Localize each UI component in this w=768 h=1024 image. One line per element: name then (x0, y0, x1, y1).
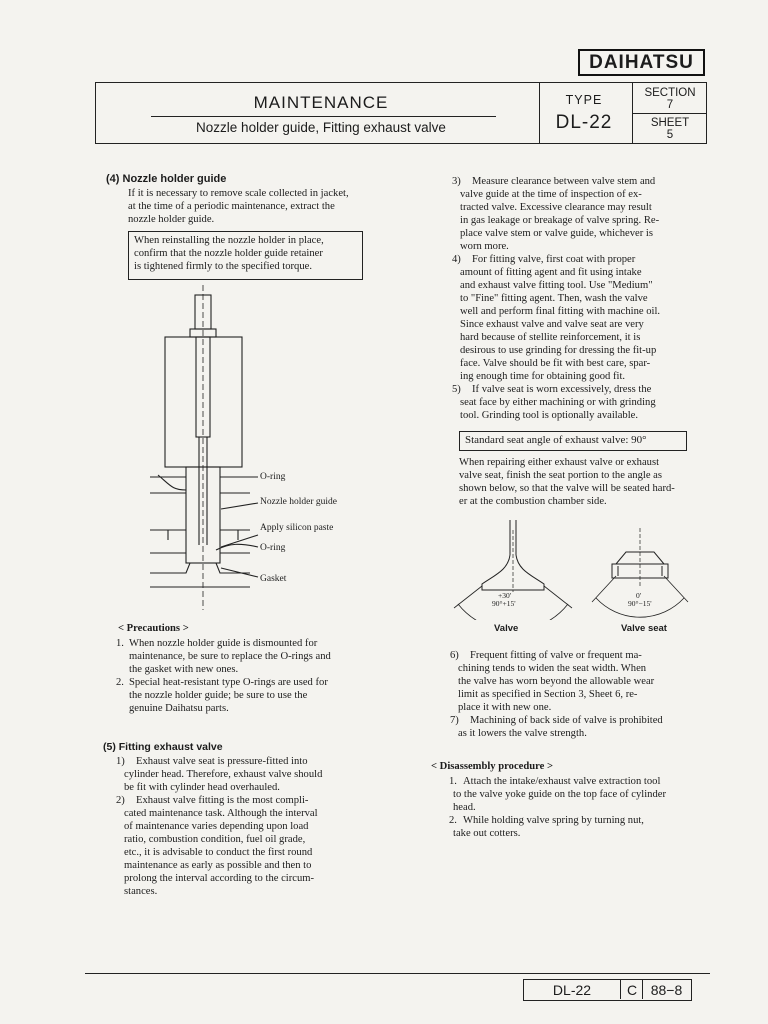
item-number: 3) (452, 176, 461, 187)
seat-tolerance-top: 0' (636, 591, 642, 600)
text-line: etc., it is advisable to conduct the first round (124, 847, 313, 858)
item-number: 4) (452, 254, 461, 265)
item-number: 1) (116, 756, 125, 767)
list-item (116, 755, 366, 794)
text-line: maintenance, be sure to replace the O-rings and (129, 651, 331, 662)
footer-code: C (626, 982, 638, 998)
text-line: worn more. (460, 241, 509, 252)
text-line: chining tends to widen the seat width. When (458, 663, 647, 674)
section-cell (633, 87, 707, 111)
text-line: place it with new one. (458, 702, 552, 713)
text-line: place valve stem or valve guide, whichever is (460, 228, 653, 239)
item-number: 5) (452, 384, 461, 395)
text-line: nozzle holder guide. (128, 214, 215, 225)
text-line: of maintenance varies depending upon load (124, 821, 309, 832)
text-line: If it is necessary to remove scale collected in jacket, (128, 188, 349, 199)
text-line: and exhaust valve fitting tool. Use "Medium" (460, 280, 653, 291)
text-line: face. Valve should be fit with best care, spar- (460, 358, 651, 369)
valve-seat-caption: Valve seat (621, 623, 667, 634)
text-line: Frequent fitting of valve or frequent ma- (470, 650, 642, 661)
note-box (128, 231, 363, 280)
valve-tolerance-top: +30' (498, 591, 512, 600)
text-line: maintenance as early as possible and then to (124, 860, 312, 871)
text-line: When repairing either exhaust valve or exhaust (459, 457, 660, 468)
list-item (116, 676, 366, 715)
figure-label-gasket: Gasket (260, 574, 287, 584)
text-line: When nozzle holder guide is dismounted for (129, 638, 318, 649)
text-line: ing enough time for obtaining good fit. (460, 371, 626, 382)
footer-page: 88−8 (650, 982, 683, 998)
text-line: take out cotters. (453, 828, 521, 839)
text-line: Machining of back side of valve is prohibited (470, 715, 663, 726)
text-line: Exhaust valve fitting is the most compli- (136, 795, 309, 806)
text-line: Exhaust valve seat is pressure-fitted into (136, 756, 308, 767)
figure-label-oring: O-ring (260, 472, 286, 482)
text-line: If valve seat is worn excessively, dress the (472, 384, 652, 395)
text-line: limit as specified in Section 3, Sheet 6, re- (458, 689, 638, 700)
section-5-list (116, 755, 366, 898)
item-number: 2. (116, 677, 124, 688)
item-number: 6) (450, 650, 459, 661)
text-line: amount of fitting agent and fit using intake (460, 267, 642, 278)
page-subtitle: Nozzle holder guide, Fitting exhaust valve (196, 120, 446, 135)
item-number: 2. (449, 815, 457, 826)
text-line: prolong the interval according to the circum- (124, 873, 315, 884)
list-item (452, 253, 702, 383)
sheet-label: SHEET (650, 117, 690, 129)
valve-caption: Valve (494, 623, 519, 634)
list-item (449, 775, 704, 814)
disassembly-title: < Disassembly procedure > (431, 761, 554, 772)
text-line: Special heat-resistant type O-rings are used for (129, 677, 328, 688)
text-line: ratio, combustion condition, fuel oil grade, (124, 834, 306, 845)
seat-angle-box: Standard seat angle of exhaust valve: 90° (459, 431, 687, 451)
text-line: shown below, so that the valve will be seated hard- (459, 483, 675, 494)
text-line: at the time of a periodic maintenance, extract the (128, 201, 335, 212)
type-value: DL-22 (555, 112, 613, 133)
sheet-cell (633, 117, 707, 141)
repair-paragraph (459, 456, 704, 508)
section-value: 7 (666, 99, 674, 111)
list-item (116, 637, 366, 676)
brand-logo: DAIHATSU (578, 49, 705, 76)
text-line: While holding valve spring by turning nut, (463, 815, 644, 826)
footer-type: DL-22 (552, 982, 592, 998)
text-line: as it lowers the valve strength. (458, 728, 587, 739)
page-title: MAINTENANCE (253, 93, 389, 112)
text-line: tracted valve. Excessive clearance may result (460, 202, 652, 213)
text-line: confirm that the nozzle holder guide retainer (134, 248, 323, 259)
text-line: For fitting valve, first coat with proper (472, 254, 636, 265)
section-4-heading: (4) Nozzle holder guide (106, 173, 227, 185)
footer-table (523, 979, 692, 1001)
text-line: cylinder head. Therefore, exhaust valve should (124, 769, 323, 780)
text-line: desirous to use grinding for dressing the fit-up (460, 345, 657, 356)
text-line: the gasket with new ones. (129, 664, 239, 675)
text-line: When reinstalling the nozzle holder in place, (134, 235, 324, 246)
precautions-list (116, 637, 366, 715)
section-4-paragraph (128, 187, 373, 226)
section-label: SECTION (644, 87, 696, 99)
text-line: valve seat, finish the seat portion to the angle as (459, 470, 662, 481)
text-line: er at the combustion chamber side. (459, 496, 607, 507)
list-item (449, 814, 704, 840)
item-number: 2) (116, 795, 125, 806)
text-line: seat face by either machining or with grinding (460, 397, 656, 408)
list-item (450, 649, 702, 714)
valve-fitting-list-b (450, 649, 702, 740)
seat-tolerance-bottom: 90°−15' (628, 599, 652, 608)
section-5-heading: (5) Fitting exhaust valve (103, 741, 223, 753)
text-line: head. (453, 802, 476, 813)
list-item (452, 175, 702, 253)
text-line: well and perform final fitting with machine oil. (460, 306, 661, 317)
type-label: TYPE (565, 93, 603, 107)
text-line: to the valve yoke guide on the top face of cylinder (453, 789, 666, 800)
text-line: in gas leakage or breakage of valve spring. Re- (460, 215, 660, 226)
text-line: tool. Grinding tool is optionally available. (460, 410, 639, 421)
valve-tolerance-bottom: 90°+15' (492, 599, 516, 608)
item-number: 7) (450, 715, 459, 726)
valve-fitting-list-a (452, 175, 702, 422)
item-number: 1. (116, 638, 124, 649)
nozzle-holder-figure (150, 285, 380, 615)
text-line: Since exhaust valve and valve seat are very (460, 319, 644, 330)
text-line: hard because of stellite reinforcement, it is (460, 332, 641, 343)
sheet-value: 5 (666, 129, 674, 141)
text-line: valve guide at the time of inspection of ex- (460, 189, 642, 200)
text-line: cated maintenance task. Although the interval (124, 808, 318, 819)
text-line: stances. (124, 886, 158, 897)
figure-label-oring-2: O-ring (260, 543, 286, 553)
text-line: Attach the intake/exhaust valve extraction tool (463, 776, 661, 787)
text-line: is tightened firmly to the specified torque. (134, 261, 312, 272)
text-line: be fit with cylinder head overhauled. (124, 782, 280, 793)
footer-rule (85, 973, 710, 974)
text-line: Measure clearance between valve stem and (472, 176, 656, 187)
text-line: genuine Daihatsu parts. (129, 703, 229, 714)
disassembly-list (449, 775, 704, 840)
precautions-title: < Precautions > (118, 623, 189, 634)
list-item (116, 794, 366, 898)
text-line: the nozzle holder guide; be sure to use the (129, 690, 308, 701)
header-table (95, 82, 707, 144)
figure-label-guide: Nozzle holder guide (260, 497, 338, 507)
list-item (450, 714, 702, 740)
list-item (452, 383, 702, 422)
item-number: 1. (449, 776, 457, 787)
text-line: to "Fine" fitting agent. Then, wash the valve (460, 293, 648, 304)
figure-label-silicon: Apply silicon paste (260, 523, 334, 533)
text-line: the valve has worn beyond the allowable wear (458, 676, 655, 687)
